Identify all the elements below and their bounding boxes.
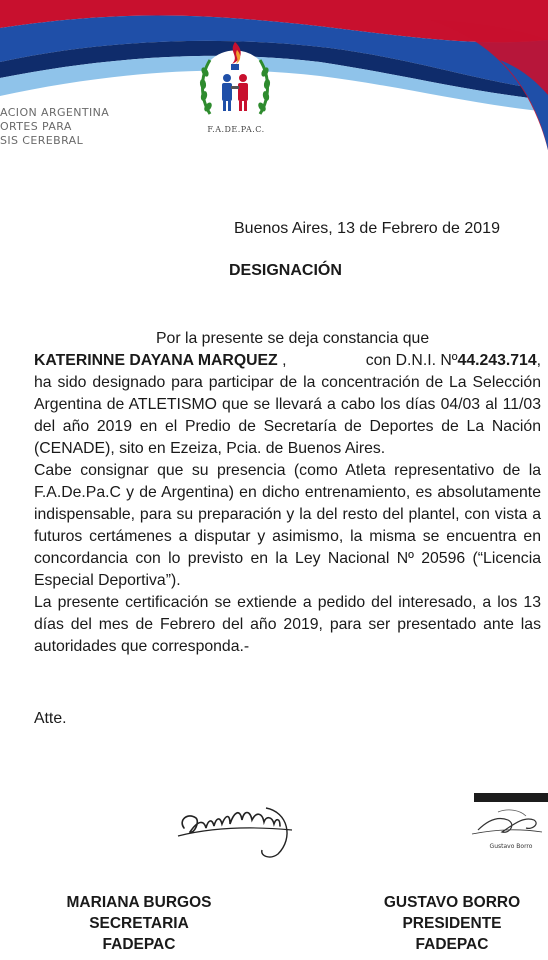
closing-text: Atte. bbox=[34, 710, 67, 727]
paragraph-designation: ha sido designado para participar de la concentración de La Selección Argentina de ATLETISMO que se llevará a cabo los días 04/03 al 11/03 del año 2019 en el Predio de Secretaría de Deportes de La Nación (CENADE), sito en Ezeiza, Pcia. de Buenos Aires. bbox=[34, 374, 541, 457]
org-name-line-1: ACION ARGENTINA bbox=[0, 106, 110, 119]
president-role: PRESIDENTE bbox=[402, 915, 502, 932]
document-date: Buenos Aires, 13 de Febrero de 2019 bbox=[234, 220, 500, 237]
secretary-name: MARIANA BURGOS bbox=[66, 894, 212, 911]
fadepac-logo bbox=[196, 38, 274, 134]
president-signature-caption: Gustavo Borro bbox=[489, 843, 533, 850]
name-separator: , bbox=[277, 352, 287, 369]
logo-caption: F.A.DE.PA.C. bbox=[207, 125, 265, 134]
paragraph-certification: La presente certificación se extiende a pedido del interesado, a los 13 días del mes de Febrero del año 2019, para ser presentado ante las autoridades que corresponda.- bbox=[34, 594, 541, 655]
signer-president bbox=[364, 892, 540, 955]
document-body bbox=[34, 328, 541, 658]
signature-mariana-burgos bbox=[170, 790, 300, 862]
org-name-line-2: ORTES PARA bbox=[0, 120, 72, 133]
paragraph-justification: Cabe consignar que su presencia (como Atleta representativo de la F.A.De.Pa.C y de Argentina) en dicho entrenamiento, es absolutamente indispensable, para su preparación y la del resto del plantel, con vista a futuros certámenes a disputar y asimismo, la misma se encuentra en concordancia con lo previsto en la Ley Nacional Nº 20596 (“Licencia Especial Deportiva”). bbox=[34, 462, 541, 589]
dni-suffix: , bbox=[536, 352, 541, 369]
signer-secretary bbox=[50, 892, 228, 955]
secretary-org: FADEPAC bbox=[102, 936, 176, 953]
secretary-role: SECRETARIA bbox=[89, 915, 189, 932]
document-title: DESIGNACIÓN bbox=[229, 262, 342, 279]
dni-label: con D.N.I. Nº bbox=[365, 352, 458, 369]
intro-line: Por la presente se deja constancia que bbox=[156, 330, 430, 347]
president-name: GUSTAVO BORRO bbox=[383, 894, 521, 911]
organization-name bbox=[0, 106, 109, 148]
athlete-line bbox=[34, 350, 541, 372]
dni-number: 44.243.714 bbox=[457, 352, 537, 369]
athlete-name: KATERINNE DAYANA MARQUEZ bbox=[34, 352, 278, 369]
president-org: FADEPAC bbox=[415, 936, 489, 953]
org-name-line-3: SIS CEREBRAL bbox=[0, 134, 84, 147]
